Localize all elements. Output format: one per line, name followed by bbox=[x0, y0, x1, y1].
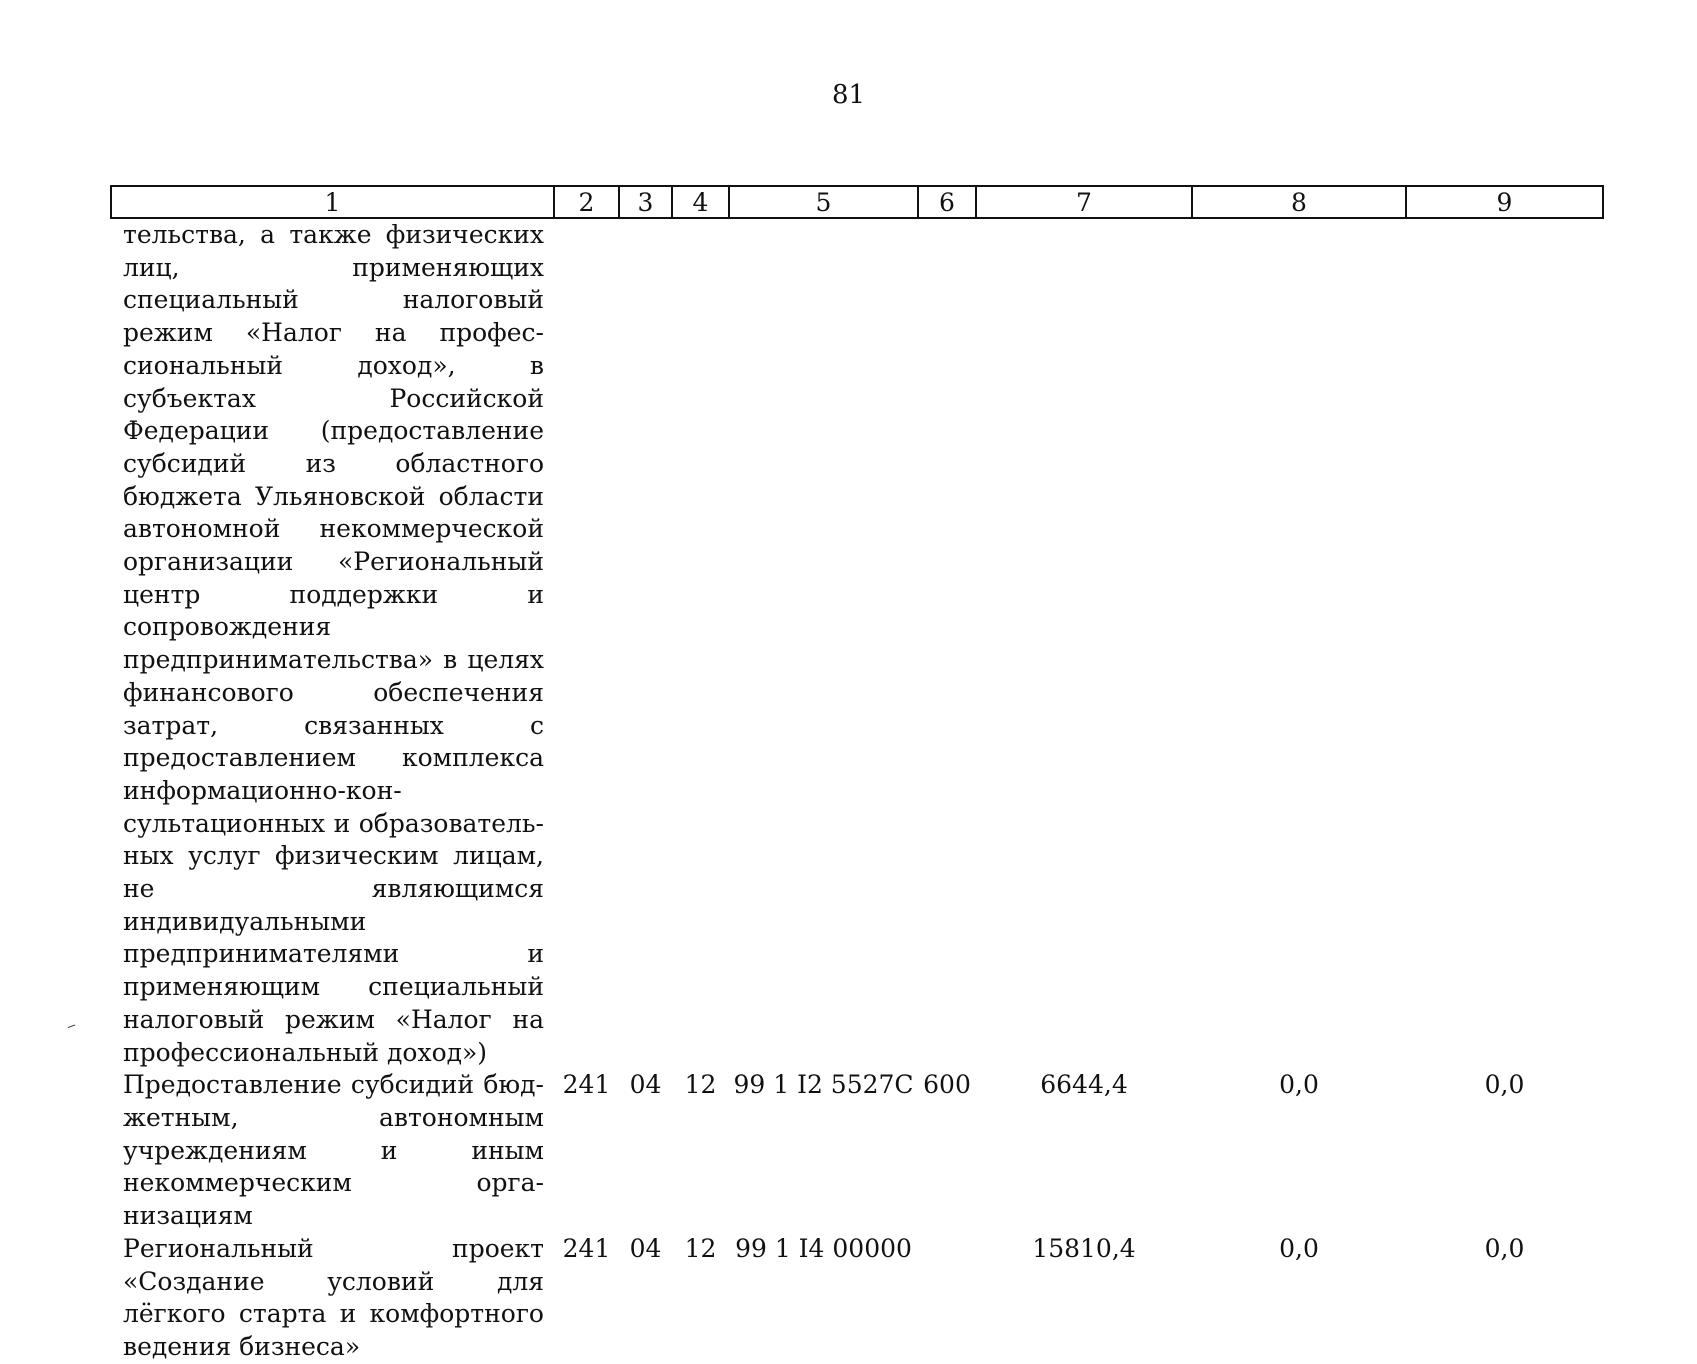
cell-col-7: 6644,4 bbox=[1040, 1070, 1128, 1100]
cell-col-6: 600 bbox=[923, 1070, 971, 1100]
cell-col-8: 0,0 bbox=[1279, 1070, 1319, 1100]
cell-col-6 bbox=[918, 1233, 976, 1364]
budget-table bbox=[110, 185, 1604, 1364]
cell-col-3: 04 bbox=[629, 1070, 662, 1100]
row-description: Предоставление субсидий бюджетным, автономным учреждениям и иным некоммерческим организациям bbox=[123, 1070, 544, 1231]
cell-col-2: 241 bbox=[562, 1070, 611, 1100]
column-header-3: 3 bbox=[619, 186, 672, 218]
page-number: 81 bbox=[831, 80, 866, 110]
column-header-8: 8 bbox=[1192, 186, 1406, 218]
table-row bbox=[111, 1069, 1603, 1233]
column-header-9: 9 bbox=[1406, 186, 1603, 218]
header-row bbox=[111, 186, 1603, 218]
cell-col-4: 12 bbox=[684, 1070, 717, 1100]
column-header-7: 7 bbox=[976, 186, 1192, 218]
cell-col-9: 0,0 bbox=[1484, 1233, 1525, 1263]
column-header-2: 2 bbox=[554, 186, 619, 218]
cell-col-5: 99 1 I4 00000 bbox=[735, 1233, 912, 1263]
cell-col-5: 99 1 I2 5527C bbox=[733, 1070, 914, 1100]
cell-col-3: 04 bbox=[629, 1233, 662, 1263]
column-header-5: 5 bbox=[729, 186, 918, 218]
column-header-1: 1 bbox=[111, 186, 554, 218]
scan-mark: ‒ bbox=[64, 1016, 79, 1036]
cell-col-8: 0,0 bbox=[1279, 1233, 1319, 1263]
column-header-4: 4 bbox=[672, 186, 729, 218]
cell-col-9: 0,0 bbox=[1484, 1070, 1525, 1100]
table-row bbox=[111, 1233, 1603, 1364]
cell-col-2: 241 bbox=[562, 1233, 611, 1263]
table-row-continuation bbox=[111, 218, 1603, 1069]
cell-col-7: 15810,4 bbox=[1032, 1233, 1136, 1263]
column-header-6: 6 bbox=[918, 186, 976, 218]
continuation-description: тельства, а также физических лиц, применяющих специальный налоговый режим «Налог на профессиональный доход», в субъектах Российской Федерации (предоставление субсидий из областного бюджета Ульяновской области автономной некоммерческой организации «Региональный центр поддержки и сопровождения предпринимательства» в целях финансового обеспечения затрат, связанных с предоставлением комплекса информационно-консультационных и образовательных услуг физическим лицам, не являющимся индивидуальными предпринимателями и применяющим специальный налоговый режим «Налог на профессиональный доход») bbox=[123, 220, 544, 1067]
row-description: Региональный проект «Создание условий для лёгкого старта и комфортного ведения бизнеса» bbox=[123, 1233, 544, 1361]
cell-col-4: 12 bbox=[684, 1233, 717, 1263]
